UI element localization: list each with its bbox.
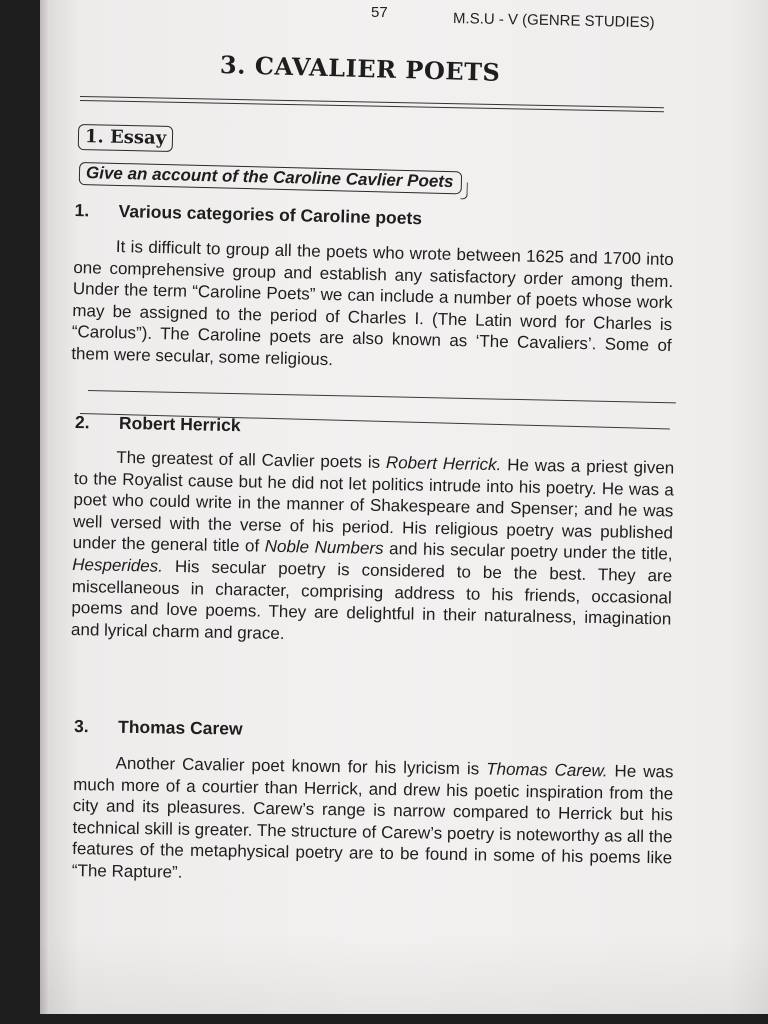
section-thomas-carew — [72, 716, 675, 891]
section-paragraph: It is difficult to group all the poets who wrote between 1625 and 1700 into one comprehensive group and establish any satisfactory order among them. Under the term “Caroline Poets” we can include a number of poets whose work may be assigned to the period of Charles I. (The Latin word for Charles is “Carolus”). The Caroline poets are also known as ‘The Cavaliers’. Some of them were secular, some religious. — [71, 237, 674, 370]
text-run: His secular poetry is considered to be the best. They are miscellaneous in character, comprising address to his friends, occasional poems and love poems. They are delightful in their naturalness, imagination and lyrical charm and grace. — [70, 556, 673, 643]
section-paragraph — [71, 446, 675, 652]
section-caroline-poets — [71, 200, 675, 379]
question-box — [79, 162, 462, 194]
italic-title: Noble Numbers — [264, 537, 384, 559]
section-robert-herrick — [71, 412, 675, 652]
essay-label: 1. Essay — [84, 126, 167, 149]
italic-title: Hesperides. — [72, 554, 164, 576]
section-heading-text: Thomas Carew — [117, 716, 243, 739]
text-run: and his secular poetry under the title, — [383, 539, 673, 564]
section-heading-text: Various categories of Caroline poets — [118, 201, 423, 229]
section-number: 2. — [74, 412, 90, 433]
page-number: 57 — [371, 4, 388, 21]
chapter-title: 3. CAVALIER POETS — [219, 50, 501, 87]
page-spine-shadow — [40, 0, 50, 1014]
section-heading — [74, 200, 674, 235]
italic-name: Robert Herrick. — [385, 452, 502, 475]
text-run: He was a priest given to the Royalist cause but he did not let politics intrude into his poetry. He was a poet who could write in the manner of Shakespeare and Spenser; and he was well versed with the verse of his period. His religious poetry was published under the general title of — [72, 455, 675, 557]
question-text: Give an account of the Caroline Cavlier Poets — [85, 163, 454, 192]
page-bottom-shade — [40, 934, 768, 1014]
text-run: He was much more of a courtier than Herrick, and drew his poetic inspiration from the city and its pleasures. Carew’s range is narrow compared to Herrick but his technical skill is greater. The structure of Carew’s poetry is noteworthy as all the features of the metaphysical poetry are to be found in some of his poems like “The Rapture”. — [71, 761, 674, 882]
section-number: 3. — [73, 716, 89, 737]
section-paragraph — [72, 752, 674, 891]
section-heading — [74, 716, 674, 746]
section-heading — [75, 412, 675, 445]
text-run: Another Cavalier poet known for his lyricism is — [115, 753, 487, 779]
question-box-hook — [460, 182, 467, 199]
essay-label-box — [78, 124, 174, 152]
pen-underline — [88, 390, 676, 403]
section-number: 1. — [74, 200, 90, 221]
section-heading-text: Robert Herrick — [118, 412, 241, 436]
italic-name: Thomas Carew. — [486, 759, 608, 781]
text-run: The greatest of all Cavlier poets is — [116, 447, 387, 472]
running-header: M.S.U - V (GENRE STUDIES) — [452, 10, 655, 32]
book-page — [40, 0, 768, 1014]
